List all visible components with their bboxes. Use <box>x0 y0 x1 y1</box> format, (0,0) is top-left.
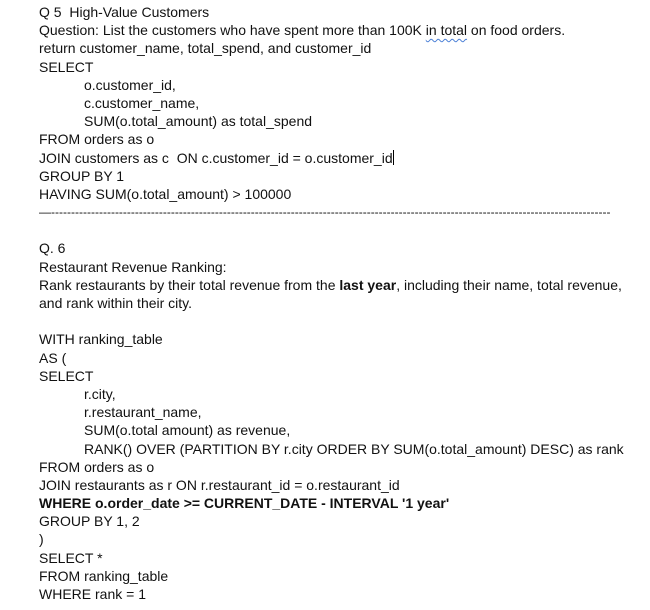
divider-line: —-------------------------------------------------------------------------------------------------------------------------------------------- <box>39 205 611 220</box>
sql-join-text: JOIN customers as c ON c.customer_id = o.customer_id <box>39 149 393 166</box>
sql-column: r.city, <box>84 385 116 402</box>
sql-select-all: SELECT * <box>39 549 103 566</box>
q5-question <box>39 21 639 39</box>
sql-column: o.customer_id, <box>84 76 176 93</box>
sql-column: RANK() OVER (PARTITION BY r.city ORDER BY SUM(o.total_amount) DESC) as rank <box>84 440 624 457</box>
sql-as: AS ( <box>39 349 67 366</box>
sql-select: SELECT <box>39 58 94 75</box>
sql-join <box>39 149 639 167</box>
q6-desc-bold: last year <box>339 276 397 293</box>
sql-with: WITH ranking_table <box>39 331 163 348</box>
q6-desc-text: Rank restaurants by their total revenue from the <box>39 276 340 293</box>
q6-title: Q. 6 <box>39 240 66 257</box>
document-body[interactable] <box>39 3 639 603</box>
q6-desc-text-end: , including their name, total revenue, <box>396 276 622 293</box>
sql-from-ranking: FROM ranking_table <box>39 567 169 584</box>
sql-column: SUM(o.total amount) as revenue, <box>84 422 291 439</box>
sql-column: r.restaurant_name, <box>84 404 202 421</box>
q5-question-text: Question: List the customers who have spent more than 100K <box>39 22 426 39</box>
sql-select: SELECT <box>39 367 94 384</box>
q6-subtitle: Restaurant Revenue Ranking: <box>39 258 227 275</box>
sql-from: FROM orders as o <box>39 458 155 475</box>
sql-column: SUM(o.total_amount) as total_spend <box>84 113 313 130</box>
sql-having: HAVING SUM(o.total_amount) > 100000 <box>39 185 292 202</box>
q5-question-text-end: on food orders. <box>467 22 566 39</box>
sql-close-paren: ) <box>39 531 44 548</box>
q5-return-line: return customer_name, total_spend, and customer_id <box>39 40 372 57</box>
sql-group-by: GROUP BY 1, 2 <box>39 513 140 530</box>
sql-join: JOIN restaurants as r ON r.restaurant_id = o.restaurant_id <box>39 476 400 493</box>
q5-title: Q 5 High-Value Customers <box>39 4 210 20</box>
spellcheck-underline[interactable]: in total <box>425 22 468 39</box>
sql-column: c.customer_name, <box>84 94 200 111</box>
q6-description <box>39 276 639 294</box>
sql-from: FROM orders as o <box>39 131 155 148</box>
sql-group-by: GROUP BY 1 <box>39 167 125 184</box>
q6-description-cont: and rank within their city. <box>39 295 193 311</box>
sql-where-rank: WHERE rank = 1 <box>39 586 146 602</box>
sql-where: WHERE o.order_date >= CURRENT_DATE - INTERVAL '1 year' <box>39 495 450 512</box>
text-cursor <box>393 150 394 165</box>
